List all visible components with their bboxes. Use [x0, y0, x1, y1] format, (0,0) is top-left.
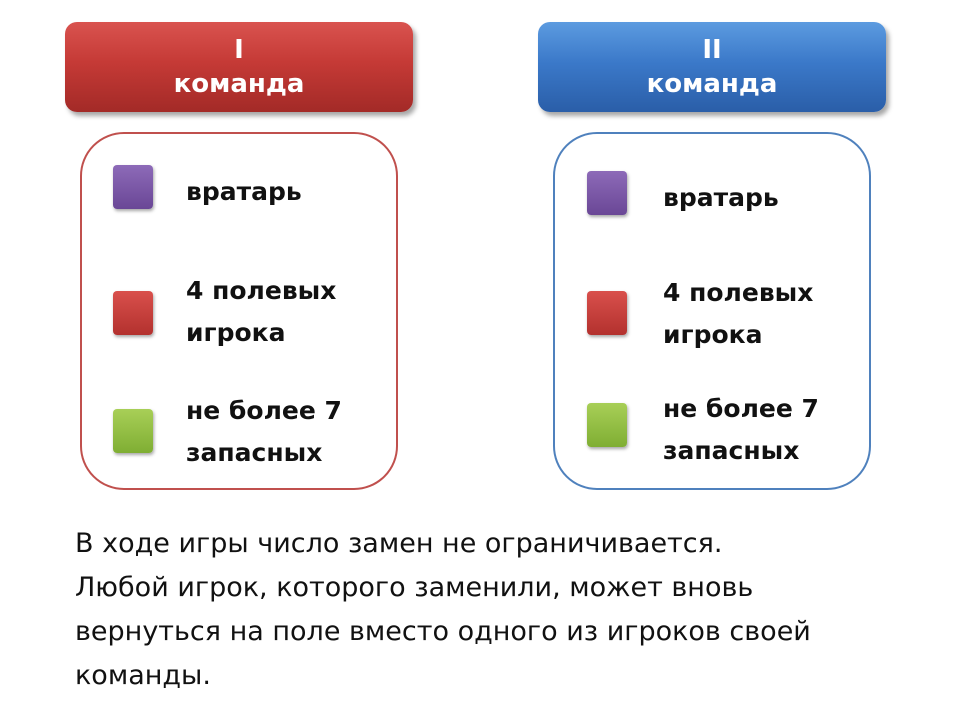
rule-line: Любой игрок, которого заменили, может вновь: [75, 572, 754, 603]
purple-square-icon: [587, 171, 627, 215]
green-square-icon: [587, 403, 627, 447]
rule-line: В ходе игры число замен не ограничивается.: [75, 528, 723, 559]
team-1-number: I: [234, 35, 244, 65]
substitution-rule-text: [75, 522, 935, 698]
red-square-icon: [113, 291, 153, 335]
team-2-goalkeeper-label: вратарь: [663, 183, 779, 212]
rule-line: команды.: [75, 660, 211, 691]
team-2-title: команда: [646, 69, 778, 99]
green-square-icon: [113, 409, 153, 453]
team-1-field-players-label: 4 полевых игрока: [186, 276, 337, 347]
team-1-substitutes-label: не более 7 запасных: [186, 396, 342, 467]
red-square-icon: [587, 291, 627, 335]
team-1-header: [65, 22, 413, 112]
team-1-title: команда: [173, 69, 305, 99]
rule-line: вернуться на поле вместо одного из игроков своей: [75, 616, 811, 647]
team-2-field-players-label: 4 полевых игрока: [663, 278, 814, 349]
team-2-substitutes-label: не более 7 запасных: [663, 394, 819, 465]
team-2-number: II: [702, 35, 722, 65]
purple-square-icon: [113, 165, 153, 209]
team-2-header: [538, 22, 886, 112]
team-1-goalkeeper-label: вратарь: [186, 177, 302, 206]
